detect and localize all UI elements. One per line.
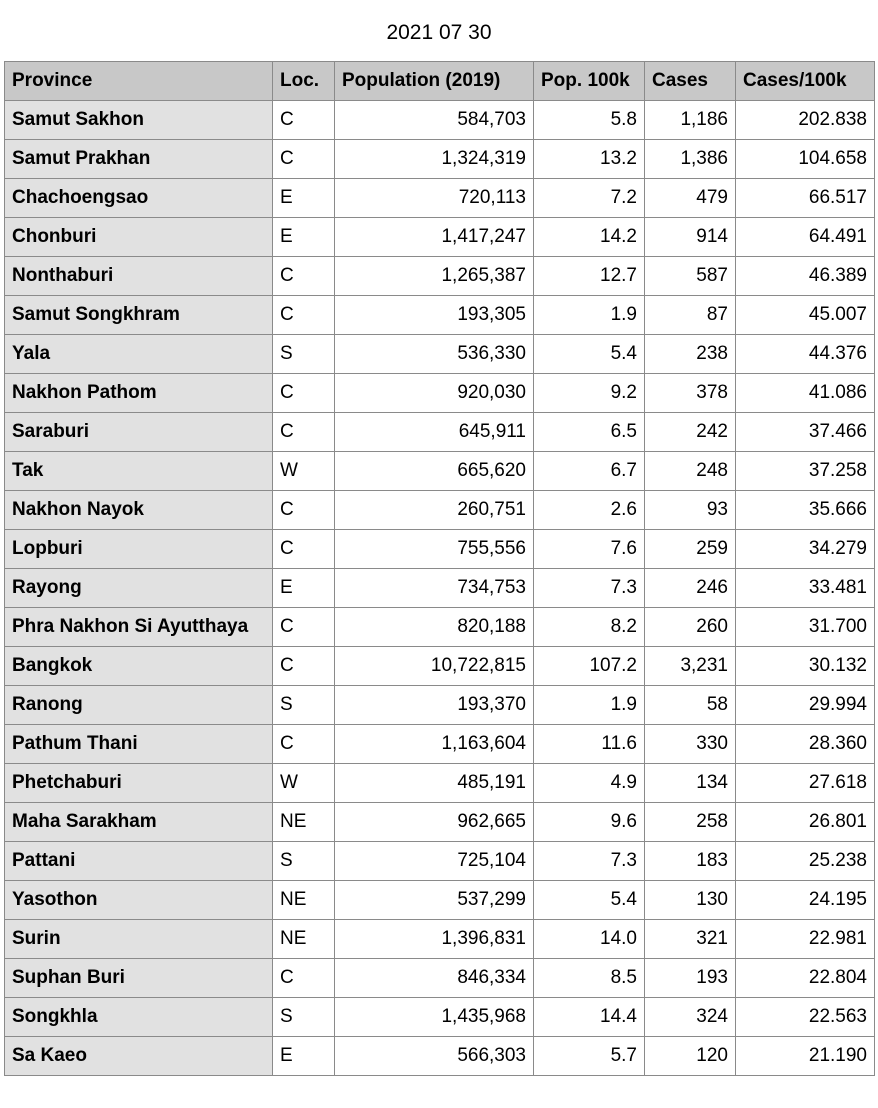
location-cell: NE: [273, 920, 335, 959]
cases-per-100k-cell: 22.804: [736, 959, 875, 998]
header-cases-per-100k: Cases/100k: [736, 62, 875, 101]
cases-per-100k-cell: 66.517: [736, 179, 875, 218]
cases-per-100k-cell: 37.466: [736, 413, 875, 452]
table-row: [5, 491, 875, 530]
province-cell: Nakhon Pathom: [5, 374, 273, 413]
location-cell: C: [273, 296, 335, 335]
cases-per-100k-cell: 35.666: [736, 491, 875, 530]
population-cell: 1,324,319: [335, 140, 534, 179]
pop-100k-cell: 5.4: [534, 881, 645, 920]
pop-100k-cell: 8.5: [534, 959, 645, 998]
population-cell: 755,556: [335, 530, 534, 569]
population-cell: 1,435,968: [335, 998, 534, 1037]
location-cell: E: [273, 569, 335, 608]
population-cell: 962,665: [335, 803, 534, 842]
table-row: [5, 998, 875, 1037]
cases-cell: 87: [645, 296, 736, 335]
table-row: [5, 920, 875, 959]
table-row: [5, 374, 875, 413]
table-row: [5, 140, 875, 179]
province-cell: Lopburi: [5, 530, 273, 569]
location-cell: S: [273, 842, 335, 881]
location-cell: C: [273, 647, 335, 686]
location-cell: C: [273, 530, 335, 569]
pop-100k-cell: 4.9: [534, 764, 645, 803]
table-body: [5, 101, 875, 1076]
population-cell: 725,104: [335, 842, 534, 881]
population-cell: 1,396,831: [335, 920, 534, 959]
table-row: [5, 647, 875, 686]
population-cell: 820,188: [335, 608, 534, 647]
pop-100k-cell: 7.3: [534, 842, 645, 881]
cases-per-100k-cell: 45.007: [736, 296, 875, 335]
province-cell: Yala: [5, 335, 273, 374]
location-cell: C: [273, 491, 335, 530]
cases-per-100k-cell: 22.981: [736, 920, 875, 959]
pop-100k-cell: 7.6: [534, 530, 645, 569]
province-cell: Maha Sarakham: [5, 803, 273, 842]
location-cell: C: [273, 608, 335, 647]
province-cell: Pattani: [5, 842, 273, 881]
header-province: Province: [5, 62, 273, 101]
province-cell: Saraburi: [5, 413, 273, 452]
cases-per-100k-cell: 26.801: [736, 803, 875, 842]
table-row: [5, 959, 875, 998]
location-cell: E: [273, 1037, 335, 1076]
location-cell: NE: [273, 803, 335, 842]
table-row: [5, 101, 875, 140]
location-cell: C: [273, 140, 335, 179]
table-row: [5, 530, 875, 569]
cases-per-100k-cell: 21.190: [736, 1037, 875, 1076]
cases-cell: 330: [645, 725, 736, 764]
province-cell: Songkhla: [5, 998, 273, 1037]
location-cell: W: [273, 764, 335, 803]
cases-cell: 587: [645, 257, 736, 296]
location-cell: S: [273, 998, 335, 1037]
location-cell: C: [273, 413, 335, 452]
province-cell: Samut Sakhon: [5, 101, 273, 140]
cases-cell: 378: [645, 374, 736, 413]
cases-per-100k-cell: 46.389: [736, 257, 875, 296]
header-location: Loc.: [273, 62, 335, 101]
cases-cell: 3,231: [645, 647, 736, 686]
cases-cell: 183: [645, 842, 736, 881]
table-row: [5, 764, 875, 803]
cases-per-100k-cell: 25.238: [736, 842, 875, 881]
pop-100k-cell: 1.9: [534, 686, 645, 725]
cases-per-100k-cell: 31.700: [736, 608, 875, 647]
location-cell: W: [273, 452, 335, 491]
pop-100k-cell: 9.2: [534, 374, 645, 413]
population-cell: 536,330: [335, 335, 534, 374]
province-cell: Samut Songkhram: [5, 296, 273, 335]
cases-cell: 246: [645, 569, 736, 608]
pop-100k-cell: 14.4: [534, 998, 645, 1037]
location-cell: C: [273, 725, 335, 764]
province-cell: Nonthaburi: [5, 257, 273, 296]
population-cell: 1,265,387: [335, 257, 534, 296]
cases-cell: 260: [645, 608, 736, 647]
province-cell: Sa Kaeo: [5, 1037, 273, 1076]
cases-cell: 1,186: [645, 101, 736, 140]
population-cell: 645,911: [335, 413, 534, 452]
location-cell: E: [273, 218, 335, 257]
table-row: [5, 686, 875, 725]
province-cell: Chachoengsao: [5, 179, 273, 218]
population-cell: 734,753: [335, 569, 534, 608]
province-cell: Phetchaburi: [5, 764, 273, 803]
cases-cell: 324: [645, 998, 736, 1037]
cases-per-100k-cell: 28.360: [736, 725, 875, 764]
population-cell: 537,299: [335, 881, 534, 920]
table-row: [5, 257, 875, 296]
cases-per-100k-cell: 64.491: [736, 218, 875, 257]
province-cell: Nakhon Nayok: [5, 491, 273, 530]
population-cell: 584,703: [335, 101, 534, 140]
location-cell: C: [273, 101, 335, 140]
province-cases-table: [4, 61, 875, 1076]
population-cell: 1,417,247: [335, 218, 534, 257]
population-cell: 10,722,815: [335, 647, 534, 686]
cases-per-100k-cell: 27.618: [736, 764, 875, 803]
location-cell: C: [273, 959, 335, 998]
page-title: 2021 07 30: [386, 21, 492, 44]
population-cell: 193,370: [335, 686, 534, 725]
pop-100k-cell: 1.9: [534, 296, 645, 335]
table-row: [5, 179, 875, 218]
pop-100k-cell: 14.0: [534, 920, 645, 959]
cases-cell: 479: [645, 179, 736, 218]
pop-100k-cell: 7.2: [534, 179, 645, 218]
population-cell: 846,334: [335, 959, 534, 998]
cases-per-100k-cell: 33.481: [736, 569, 875, 608]
table-row: [5, 803, 875, 842]
pop-100k-cell: 14.2: [534, 218, 645, 257]
province-cell: Suphan Buri: [5, 959, 273, 998]
table-row: [5, 335, 875, 374]
pop-100k-cell: 6.5: [534, 413, 645, 452]
cases-cell: 120: [645, 1037, 736, 1076]
cases-per-100k-cell: 29.994: [736, 686, 875, 725]
pop-100k-cell: 107.2: [534, 647, 645, 686]
cases-cell: 58: [645, 686, 736, 725]
population-cell: 566,303: [335, 1037, 534, 1076]
table-row: [5, 296, 875, 335]
cases-per-100k-cell: 37.258: [736, 452, 875, 491]
population-cell: 1,163,604: [335, 725, 534, 764]
cases-per-100k-cell: 202.838: [736, 101, 875, 140]
header-row: [5, 62, 875, 101]
cases-cell: 134: [645, 764, 736, 803]
header-population: Population (2019): [335, 62, 534, 101]
table-row: [5, 1037, 875, 1076]
location-cell: S: [273, 686, 335, 725]
province-cell: Phra Nakhon Si Ayutthaya: [5, 608, 273, 647]
location-cell: NE: [273, 881, 335, 920]
cases-cell: 193: [645, 959, 736, 998]
pop-100k-cell: 9.6: [534, 803, 645, 842]
population-cell: 485,191: [335, 764, 534, 803]
pop-100k-cell: 8.2: [534, 608, 645, 647]
cases-cell: 321: [645, 920, 736, 959]
population-cell: 920,030: [335, 374, 534, 413]
table-row: [5, 881, 875, 920]
province-cell: Chonburi: [5, 218, 273, 257]
pop-100k-cell: 11.6: [534, 725, 645, 764]
table-row: [5, 725, 875, 764]
table-row: [5, 569, 875, 608]
location-cell: E: [273, 179, 335, 218]
province-cell: Pathum Thani: [5, 725, 273, 764]
cases-per-100k-cell: 22.563: [736, 998, 875, 1037]
cases-per-100k-cell: 104.658: [736, 140, 875, 179]
population-cell: 720,113: [335, 179, 534, 218]
location-cell: S: [273, 335, 335, 374]
pop-100k-cell: 12.7: [534, 257, 645, 296]
province-cell: Bangkok: [5, 647, 273, 686]
header-cases: Cases: [645, 62, 736, 101]
province-cell: Rayong: [5, 569, 273, 608]
province-cell: Ranong: [5, 686, 273, 725]
cases-cell: 248: [645, 452, 736, 491]
cases-cell: 130: [645, 881, 736, 920]
cases-per-100k-cell: 34.279: [736, 530, 875, 569]
cases-cell: 242: [645, 413, 736, 452]
pop-100k-cell: 5.4: [534, 335, 645, 374]
population-cell: 665,620: [335, 452, 534, 491]
population-cell: 260,751: [335, 491, 534, 530]
cases-cell: 238: [645, 335, 736, 374]
location-cell: C: [273, 374, 335, 413]
province-cell: Samut Prakhan: [5, 140, 273, 179]
header-pop-100k: Pop. 100k: [534, 62, 645, 101]
cases-per-100k-cell: 41.086: [736, 374, 875, 413]
cases-per-100k-cell: 44.376: [736, 335, 875, 374]
cases-cell: 914: [645, 218, 736, 257]
pop-100k-cell: 6.7: [534, 452, 645, 491]
province-cell: Surin: [5, 920, 273, 959]
table-row: [5, 413, 875, 452]
table-row: [5, 452, 875, 491]
table-row: [5, 218, 875, 257]
table-row: [5, 842, 875, 881]
cases-per-100k-cell: 24.195: [736, 881, 875, 920]
cases-per-100k-cell: 30.132: [736, 647, 875, 686]
cases-cell: 93: [645, 491, 736, 530]
pop-100k-cell: 7.3: [534, 569, 645, 608]
cases-cell: 1,386: [645, 140, 736, 179]
population-cell: 193,305: [335, 296, 534, 335]
table-row: [5, 608, 875, 647]
pop-100k-cell: 2.6: [534, 491, 645, 530]
pop-100k-cell: 5.7: [534, 1037, 645, 1076]
province-cell: Yasothon: [5, 881, 273, 920]
cases-cell: 258: [645, 803, 736, 842]
province-cell: Tak: [5, 452, 273, 491]
pop-100k-cell: 5.8: [534, 101, 645, 140]
pop-100k-cell: 13.2: [534, 140, 645, 179]
location-cell: C: [273, 257, 335, 296]
cases-cell: 259: [645, 530, 736, 569]
